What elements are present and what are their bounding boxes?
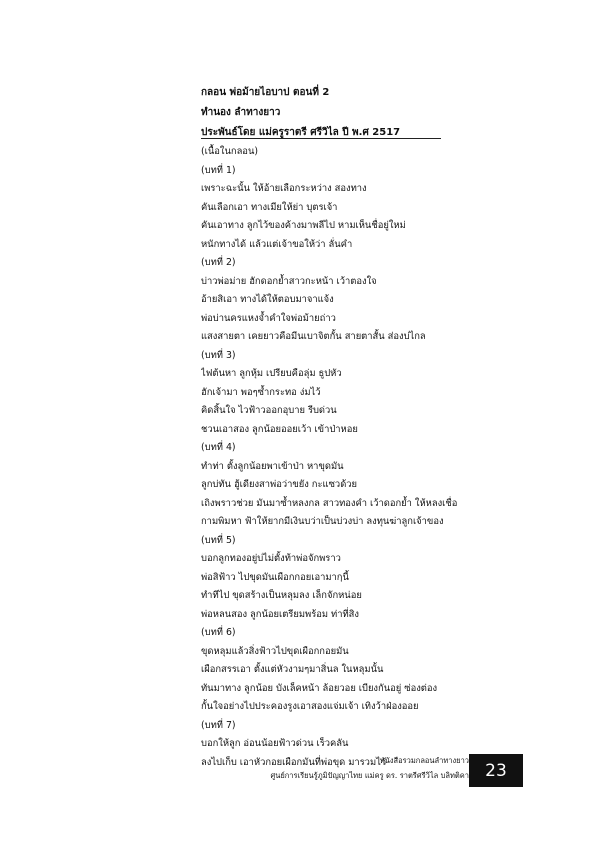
poem-title: กลอน พ่อม้ายไอบาป ตอนที่ 2 (201, 87, 330, 98)
poem-line: พ่อหลนสอง ลูกน้อยเตรียมพร้อม ท่าที่สิง (201, 608, 359, 620)
poem-line: ขุดหลุมแล้วสิ่งฟ้าวไปขุดเผือกกอยมัน (201, 645, 349, 657)
poem-line: เถิงพราวช่วย มันมาซ้ำหลงกล สาวทองคำ เว้าดอกย้ำ ให้หลงเชื่อ (201, 497, 458, 509)
author-line: ประพันธ์โดย แม่ครูราตรี ศรีวิไล ปี พ.ศ 2517 (201, 127, 401, 138)
melody-label: ทำนอง ลำทางยาว (201, 107, 281, 118)
poem-line: หนักทางได้ แล้วแต่เจ้าขอให้ว่า ลั่นคำ (201, 238, 353, 250)
poem-line: ทันมาทาง ลูกน้อย บังเล็คหน้า ล้อยวอย เบียงกันอยู่ ซ่องต่อง (201, 682, 438, 694)
poem-line: กามพิมหา ฟ้าให้ยากมีเงินบว่าเป็นบ่วงบ่า ลงทุนฆ่าลูกเจ้าของ (201, 516, 444, 527)
page-number: 23 (485, 760, 507, 781)
page-number-box (469, 754, 523, 787)
poem-line: บอกให้ลูก อ่อนน้อยฟ้าวด่วน เร็วคลัน (201, 738, 349, 749)
poem-line: ลูกบ่ทัน ฮู้เดียงสาพ่อว่าขยัง กะแซวด้วย (201, 479, 358, 490)
poem-line: คันเลือกเอา ทางเมียให้ย่า บุตรเจ้า (201, 201, 338, 213)
poem-line: เพราะฉะนั้น ให้อ้ายเลือกระหว่าง สองทาง (201, 183, 367, 194)
poem-line: แสงสายตา เคยยาวคือมีนเบาจิตกั้น สายตาสั้น ส่องบ่ไกล (201, 331, 426, 342)
poem-line: อ้ายสิเอา ทางได้ให้ตอบมาจาแจ้ง (201, 294, 334, 305)
poem-line: ทำท่า ตั้งลูกน้อยพาเข้าป่า หาขุดมัน (201, 460, 344, 472)
poem-line: ฮักเจ้ามา พอๆซ้ำกระทอ ง่มไว้ (201, 386, 321, 398)
verse-heading: (บทที่ 1) (201, 164, 236, 176)
poem-line: ลงไปเก็บ เอาหัวกอยเผือกมันที่พ่อขุด มารวมไว้ (201, 756, 387, 768)
verse-heading: (บทที่ 6) (201, 627, 236, 638)
verse-heading: (เนื้อในกลอน) (201, 146, 259, 157)
verse-heading: (บทที่ 5) (201, 534, 236, 546)
poem-line: คิดสิ้นใจ ไวฟ้าวออกอุบาย รีบด่วน (201, 405, 337, 416)
poem-line: ทำทีไป ขุดสร้างเป็นหลุมลง เล็กจักหน่อย (201, 590, 362, 601)
poem-line: กั้นใจอย่างไปประคองรูงเอาสองแจ่มเจ้า เทิงว้าฝ่องออย (201, 701, 419, 712)
poem-line: เผือกสรรเอา ตั้งแต่หัวงามๆมาสิ่นล ในหลุมนั้น (201, 664, 384, 675)
verse-heading: (บทที่ 4) (201, 442, 236, 453)
poem-body (201, 143, 501, 772)
verse-heading: (บทที่ 3) (201, 349, 236, 361)
verse-heading: (บทที่ 2) (201, 257, 236, 268)
footer-institution: ศูนย์การเรียนรู้ภูมิปัญญาไทย แม่ครู ดร. ราตรีศรีวิไล บลิทติคา (270, 771, 469, 780)
poem-line: บ่าวพ่อม่าย ฮักดอกย้ำสาวกะหน้า เว้าตองใจ (201, 275, 377, 287)
poem-line: พ่อบ่านครแหงจ้ำคำใจพ่อม้ายถ่าว (201, 312, 336, 324)
poem-line: ชวนเอาสอง ลูกน้อยออยเว้า เข้าป่าหอย (201, 423, 358, 435)
verse-heading: (บทที่ 7) (201, 719, 236, 731)
poem-line: บอกลูกทองอยู่บ่ไม่ตั้งท้าพ่อจักพราว (201, 553, 341, 564)
document-header (201, 83, 441, 143)
poem-line: คันเอาทาง ลูกไว้ของค้างมาพลีไป หามเห็นชื่อยู่ใหม่ (201, 220, 406, 231)
poem-line: ไฟต้นหา ลูกหุ้ม เปรียบคือลุ่ม ธูปหัว (201, 368, 342, 379)
header-underline (201, 138, 441, 139)
footer-publication: หนังสือรวมกลอนลำทางยาว (379, 756, 469, 765)
poem-line: พ่อสิฟ้าว ไปขุดมันเผือกกอยเอามากฺนี้ (201, 571, 349, 583)
